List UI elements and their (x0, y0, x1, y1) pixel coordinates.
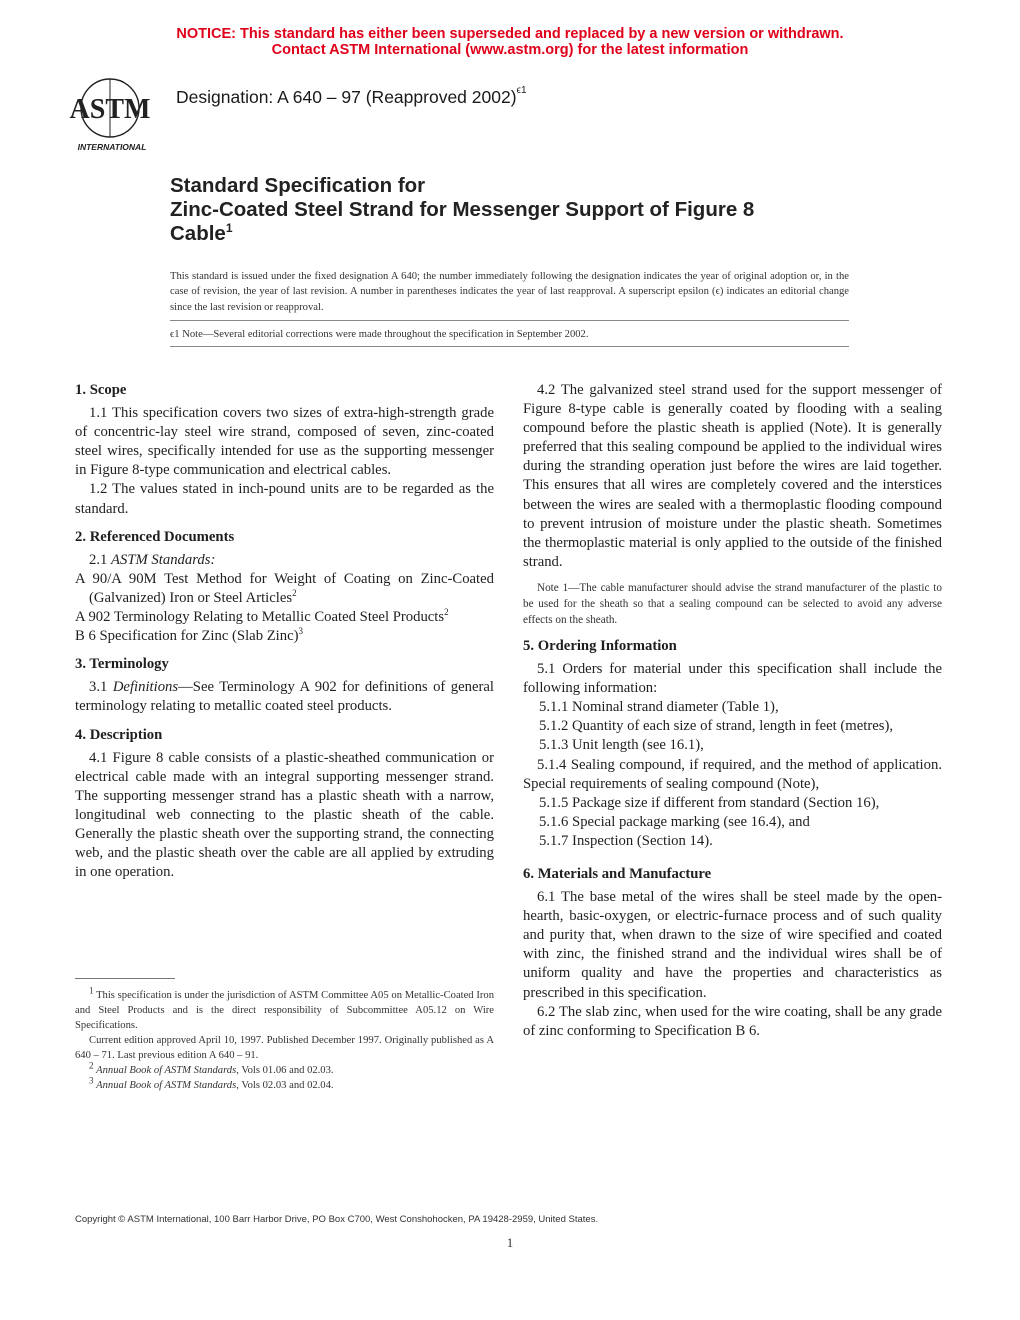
paragraph: 5.1 Orders for material under this specification shall include the following information: (523, 661, 942, 697)
footnotes (75, 985, 494, 1093)
editorial-note: ϵ1 Note—Several editorial corrections were made throughout the specification in September 2002. (170, 329, 589, 340)
section-heading: 1. Scope (75, 382, 127, 398)
reference-item: B 6 Specification for Zinc (Slab Zinc)$^3$ (75, 626, 304, 645)
designation-superscript: ϵ1 (516, 85, 527, 97)
logo-caption: INTERNATIONAL (77, 142, 147, 152)
paragraph: 2.1 ASTM Standards: (89, 551, 216, 568)
notice-line-1: NOTICE: This standard has either been superseded and replaced by a new version or withdrawn. (176, 26, 844, 42)
footnote: $^1$ This specification is under the jurisdiction of ASTM Committee A05 on Metallic-Coated Iron and Steel Products and is the direct responsibility of Subcommittee A05.12 on Wire Specifications. (75, 985, 494, 1031)
copyright: Copyright © ASTM International, 100 Barr Harbor Drive, PO Box C700, West Conshohocken, PA 19428-2959, United States. (75, 1214, 599, 1225)
astm-logo-icon (66, 74, 160, 154)
footnote: $^2$ Annual Book of ASTM Standards, Vols 01.06 and 02.03. (89, 1060, 334, 1076)
divider (170, 320, 849, 321)
designation: Designation: A 640 – 97 (Reapproved 2002)$^{\epsilon 1}$ (176, 85, 527, 107)
paragraph: 1.1 This specification covers two sizes of extra-high-strength grade of concentric-lay steel wire strand, composed of seven, zinc-coated steel wires, specifically intended for use as the supporting messenger in Figure 8-type communication and electrical cables. (75, 405, 494, 479)
list-item: 5.1.2 Quantity of each size of strand, length in feet (metres), (539, 718, 894, 735)
footnote: Current edition approved April 10, 1997. Published December 1997. Originally published as A 640 – 71. Last previous edition A 640 – 91. (75, 1035, 494, 1061)
note: Note 1—The cable manufacturer should advise the strand manufacturer of the plastic to be used for the sheath so that a sealing compound can be selected to avoid any adverse effects on the sheath. (523, 581, 942, 626)
paragraph: 3.1 Definitions—See Terminology A 902 for definitions of general terminology relating to metallic coated steel products. (75, 679, 494, 715)
reference-item: A 902 Terminology Relating to Metallic Coated Steel Products$^2$ (75, 607, 449, 626)
footnote-divider (75, 978, 175, 979)
paragraph: 6.2 The slab zinc, when used for the wire coating, shall be any grade of zinc conforming to Specification B 6. (523, 1003, 942, 1039)
paragraph: 4.1 Figure 8 cable consists of a plastic-sheathed communication or electrical cable made with an integral supporting messenger strand. The supporting messenger strand has a plastic sheath with a narrow, longitudinal web connecting to the plastic sheath of the cable. Generally the plastic sheath over the supporting strand, the connecting web, and the plastic sheath over the cable are all applied by extruding in one operation. (75, 749, 494, 881)
paragraph: 1.2 The values stated in inch-pound units are to be regarded as the standard. (75, 481, 494, 517)
document-title (170, 174, 870, 246)
title-line-1: Standard Specification for (170, 174, 426, 197)
title-line-2: Zinc-Coated Steel Strand for Messenger Support of Figure 8 (170, 198, 755, 221)
issuance-statement: This standard is issued under the fixed designation A 640; the number immediately following the designation indicates the year of original adoption or, in the case of revision, the year of last revision. A number in parentheses indicates the year of last reapproval. A superscript epsilon (ϵ) indicates an editorial change since the last revision or reapproval. (170, 271, 849, 313)
list-item: 5.1.7 Inspection (Section 14). (539, 832, 713, 849)
list-item: 5.1.5 Package size if different from standard (Section 16), (539, 794, 880, 811)
title-line-3: Cable$^1$ (170, 221, 233, 245)
reference-item: A 90/A 90M Test Method for Weight of Coating on Zinc-Coated (Galvanized) Iron or Steel Articles$^2$ (75, 570, 494, 606)
list-item: 5.1.4 Sealing compound, if required, and the method of application. Special requirements of sealing compound (Note), (523, 756, 942, 792)
list-item: 5.1.1 Nominal strand diameter (Table 1), (539, 699, 779, 716)
section-heading: 2. Referenced Documents (75, 528, 235, 545)
page-number: 1 (506, 1235, 514, 1250)
section-heading: 3. Terminology (75, 656, 169, 673)
divider (170, 346, 849, 347)
paragraph: 4.2 The galvanized steel strand used for the support messenger of Figure 8-type cable is generally coated by flooding with a sealing compound before the plastic sheath is applied (Note). It is generally preferred that this sealing compound be applied to the individual wires during the stranding operation just before the wires are laid together. This ensures that all wires are completely covered and the interstices between the wires are sealed with a thermoplastic flooding compound to prevent intrusion of moisture under the plastic sheath. Sometimes the thermoplastic material is only applied to the outside of the finished strand. (523, 382, 942, 570)
left-column (75, 381, 494, 882)
section-heading: 5. Ordering Information (523, 637, 677, 654)
section-heading: 4. Description (75, 726, 163, 743)
logo-letters: ASTM (69, 94, 151, 125)
section-heading: 6. Materials and Manufacture (523, 865, 712, 882)
list-item: 5.1.3 Unit length (see 16.1), (539, 737, 704, 754)
paragraph: 6.1 The base metal of the wires shall be steel made by the open-hearth, basic-oxygen, or electric-furnace process and of such quality and purity that, when drawn to the size of wire specified and coated with zinc, the finished strand and the individual wires shall be of uniform quality and have the properties and characteristics as prescribed in this specification. (523, 889, 942, 1001)
right-column (523, 381, 942, 1041)
notice-line-2: Contact ASTM International (www.astm.org) for the latest information (271, 42, 749, 58)
supersede-notice (0, 26, 1020, 58)
footnote: $^3$ Annual Book of ASTM Standards, Vols 02.03 and 02.04. (89, 1075, 334, 1091)
list-item: 5.1.6 Special package marking (see 16.4), and (539, 813, 810, 830)
